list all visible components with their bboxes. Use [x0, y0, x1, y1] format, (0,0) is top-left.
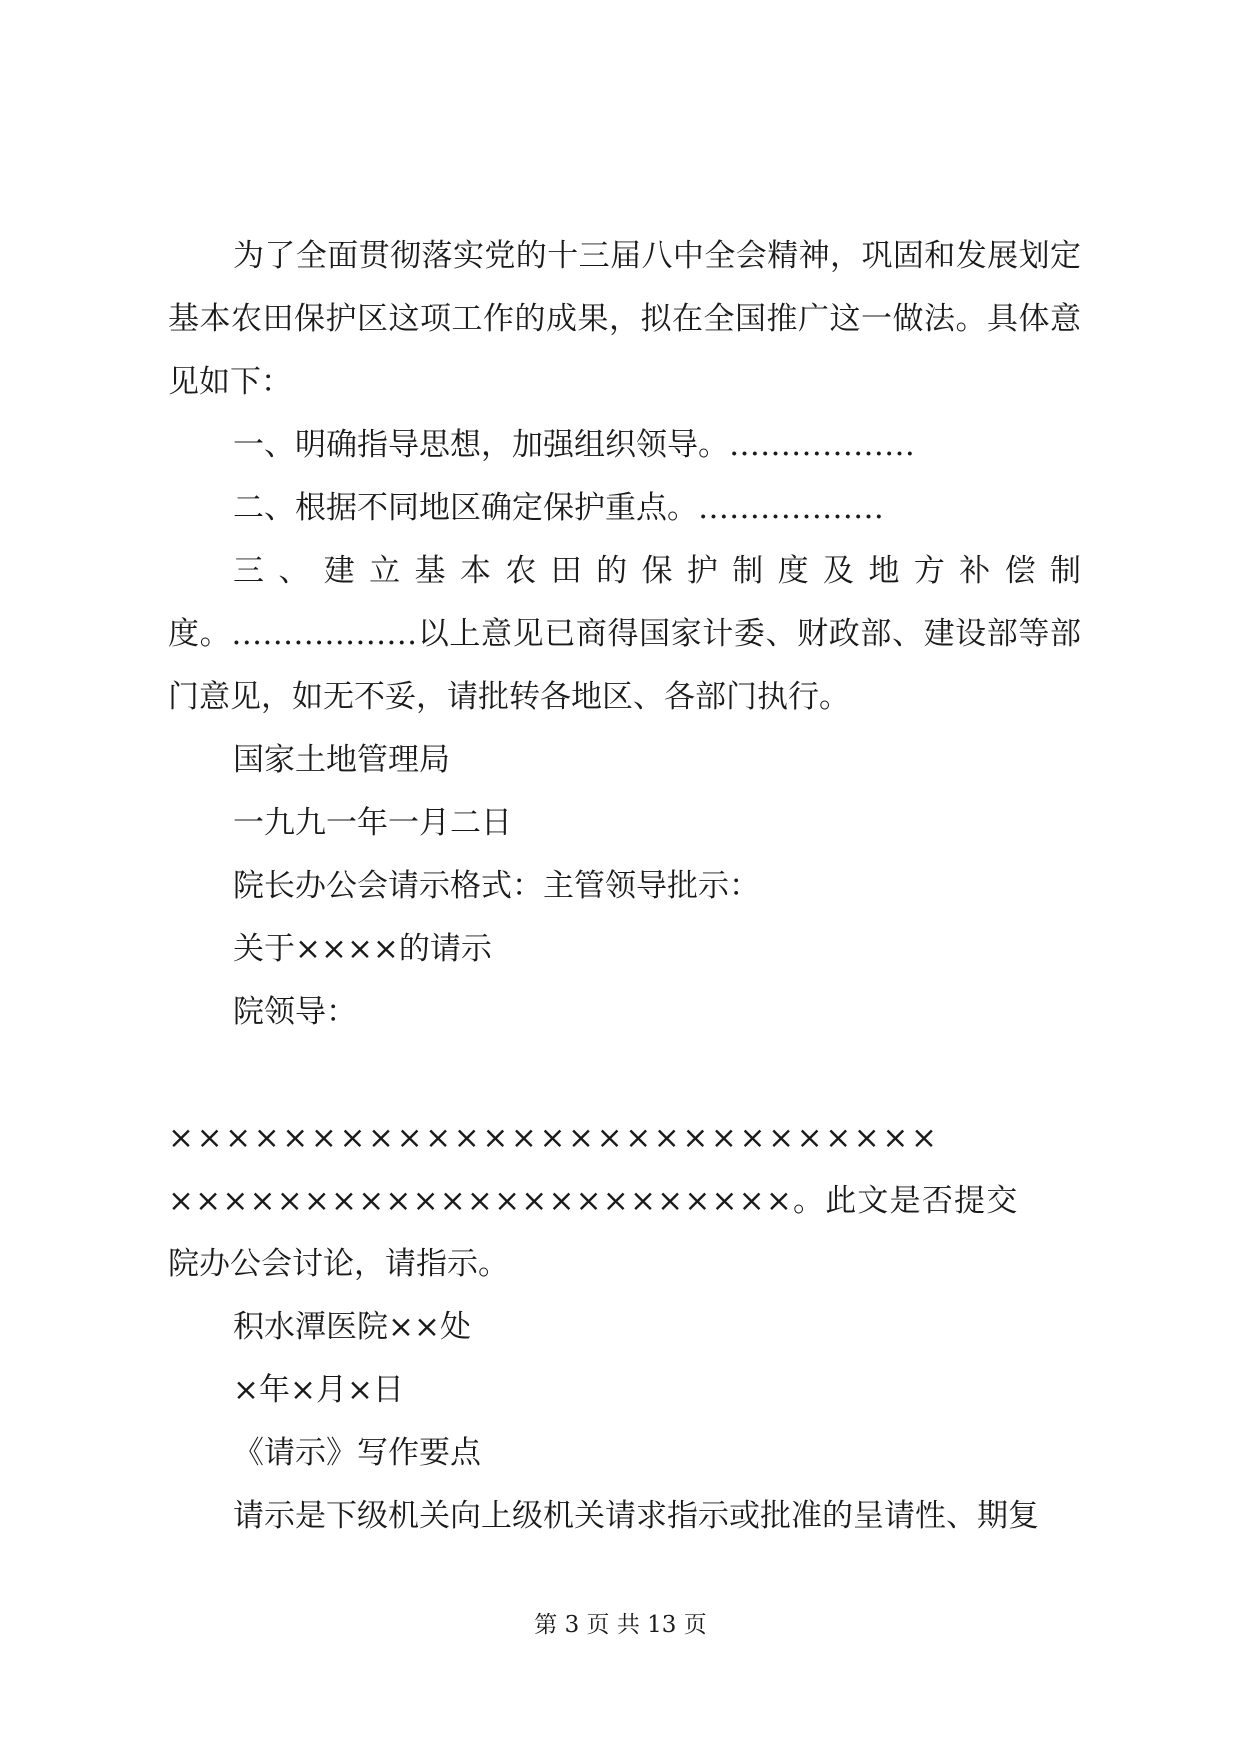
- section-title: 《请示》写作要点: [233, 1435, 481, 1471]
- issue-date: 一九九一年一月二日: [233, 805, 512, 841]
- item-one: 一、明确指导思想，加强组织领导。………………: [233, 427, 915, 463]
- placeholder-text-line-3: 院办公会讨论，请指示。: [168, 1246, 509, 1282]
- format-title: 院长办公会请示格式：主管领导批示：: [233, 868, 760, 904]
- sender-date: ×年×月×日: [233, 1372, 404, 1408]
- placeholder-text-line-1: ×××××××××××××××××××××××××××: [168, 1120, 940, 1156]
- issuing-organization: 国家土地管理局: [233, 742, 450, 778]
- page-number-footer: 第 3 页 共 13 页: [534, 1612, 707, 1638]
- blank-line: [168, 1044, 1081, 1107]
- item-three-line: 三、建立基本农田的保护制度及地方补偿制: [233, 553, 1081, 589]
- salutation: 院领导：: [233, 994, 357, 1030]
- sender-name: 积水潭医院××处: [233, 1309, 471, 1345]
- placeholder-text-line-2: ×××××××××××××××××××××××。此文是否提交: [168, 1183, 1019, 1219]
- item-two: 二、根据不同地区确定保护重点。………………: [233, 490, 884, 526]
- document-body: [168, 225, 1081, 1548]
- request-title: 关于××××的请示: [233, 931, 492, 967]
- closing-paragraph: 请示是下级机关向上级机关请求指示或批准的呈请性、期复: [233, 1498, 1039, 1534]
- item-three-continuation: 度。………………以上意见已商得国家计委、财政部、建设部等部门意见，如无不妥，请批转各地区、各部门执行。: [168, 616, 1081, 715]
- paragraph-intro: 为了全面贯彻落实党的十三届八中全会精神，巩固和发展划定基本农田保护区这项工作的成果，拟在全国推广这一做法。具体意见如下：: [168, 238, 1081, 400]
